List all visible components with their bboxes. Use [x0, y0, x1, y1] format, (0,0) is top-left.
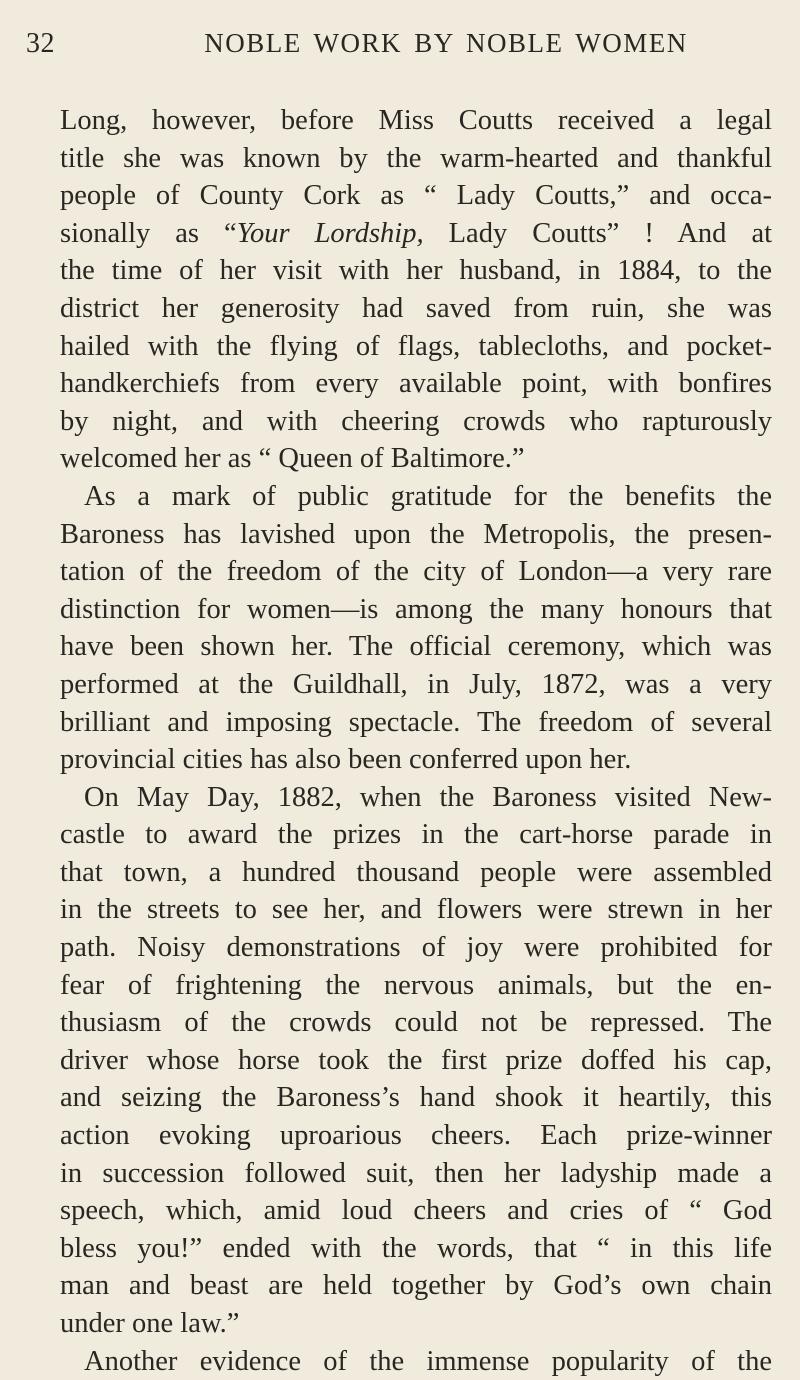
- text-line: provincial cities has also been conferred upon her.: [60, 744, 632, 776]
- text-line: As a mark of public gratitude for the benefits the: [84, 480, 772, 512]
- text-line: Another evidence of the immense popularity of the: [84, 1345, 772, 1377]
- running-head: NOBLE WORK BY NOBLE WOMEN: [204, 28, 688, 58]
- text-line: distinction for women—is among the many honours that: [60, 593, 772, 625]
- text-line: handkerchiefs from every available point, with bonfires: [60, 368, 772, 400]
- text-fragment: sionally as “: [60, 217, 237, 249]
- text-line: Baroness has lavished upon the Metropolis, the presen-: [60, 518, 772, 550]
- text-line: Long, however, before Miss Coutts received a legal: [60, 105, 772, 136]
- text-line: and seizing the Baroness’s hand shook it heartily, this: [60, 1082, 772, 1114]
- text-line: man and beast are held together by God’s own chain: [60, 1270, 772, 1302]
- page-number: 32: [26, 28, 55, 59]
- text-line: tation of the freedom of the city of London—a very rare: [60, 556, 772, 588]
- text-line: castle to award the prizes in the cart-horse parade in: [60, 819, 772, 851]
- text-fragment: Lady Coutts” ! And at: [423, 217, 773, 249]
- page-header: [26, 28, 756, 68]
- text-line: in the streets to see her, and flowers were strewn in her: [60, 894, 772, 926]
- italic-text: Your Lordship,: [236, 217, 424, 249]
- text-line: path. Noisy demonstrations of joy were prohibited for: [60, 932, 772, 964]
- text-line: people of County Cork as “ Lady Coutts,” and occa-: [60, 180, 772, 212]
- text-line: driver whose horse took the first prize doffed his cap,: [60, 1044, 772, 1076]
- text-line: by night, and with cheering crowds who rapturously: [60, 405, 772, 437]
- text-line: have been shown her. The official ceremony, which was: [60, 631, 772, 663]
- page-body-text: [60, 102, 772, 1380]
- text-line: the time of her visit with her husband, in 1884, to the: [60, 255, 772, 287]
- text-line: in succession followed suit, then her ladyship made a: [60, 1157, 772, 1189]
- text-line: district her generosity had saved from ruin, she was: [60, 292, 772, 324]
- text-line: brilliant and imposing spectacle. The freedom of several: [60, 706, 772, 738]
- text-line: speech, which, amid loud cheers and cries of “ God: [60, 1195, 772, 1227]
- text-line: performed at the Guildhall, in July, 1872, was a very: [60, 668, 772, 700]
- text-line: title she was known by the warm-hearted and thankful: [60, 142, 772, 174]
- text-line: fear of frightening the nervous animals, but the en-: [60, 969, 772, 1001]
- text-line: under one law.”: [60, 1308, 240, 1339]
- text-line: welcomed her as “ Queen of Baltimore.”: [60, 443, 525, 475]
- text-line: thusiasm of the crowds could not be repressed. The: [60, 1007, 772, 1039]
- text-line: action evoking uproarious cheers. Each prize-winner: [60, 1120, 772, 1152]
- text-line: hailed with the flying of flags, tablecloths, and pocket-: [60, 330, 772, 362]
- text-line: On May Day, 1882, when the Baroness visited New-: [84, 781, 772, 813]
- text-line: that town, a hundred thousand people were assembled: [60, 856, 772, 888]
- text-line: bless you!” ended with the words, that “ in this life: [60, 1232, 772, 1264]
- text-line: [60, 215, 772, 253]
